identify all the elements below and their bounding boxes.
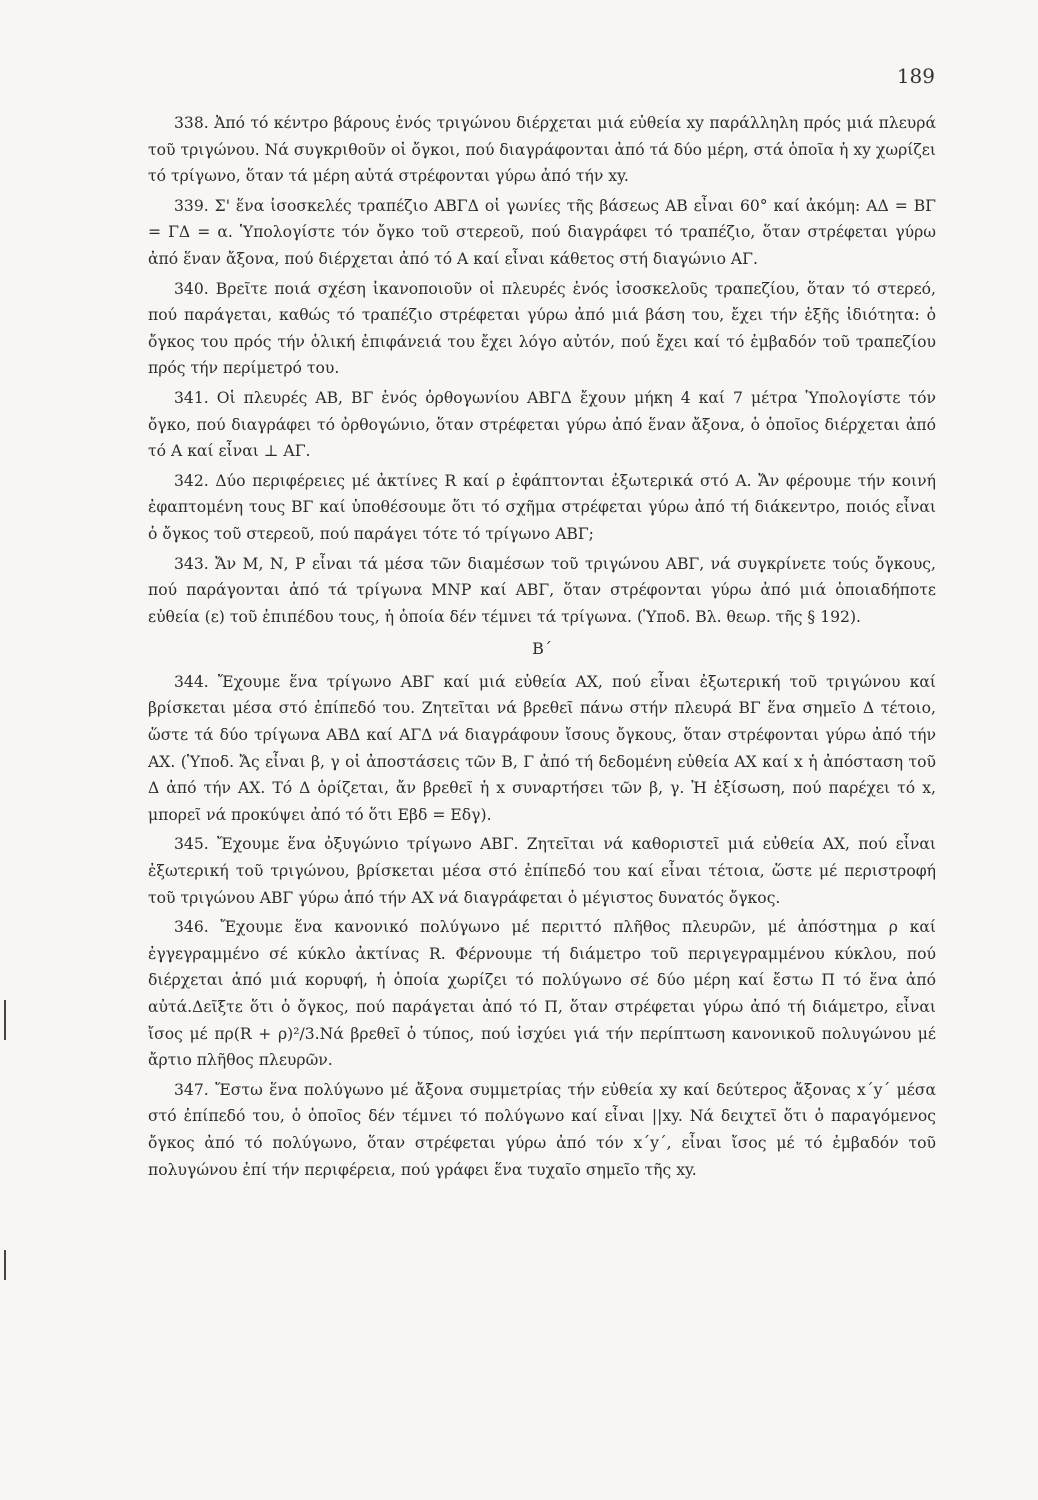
problem-342: 342. Δύο περιφέρειες μέ ἀκτίνες R καί ρ ἐφάπτονται ἐξωτερικά στό Α. Ἄν φέρουμε τήν κοινή ἐφαπτομένη τους ΒΓ καί ὑποθέσουμε ὅτι τό σχῆμα στρέφεται γύρω ἀπό τή διάκεντρο, ποιός εἶναι ὁ ὄγκος τοῦ στερεοῦ, πού παράγει τότε τό τρίγωνο ΑΒΓ; — [148, 471, 936, 543]
problem-344: 344. Ἔχουμε ἕνα τρίγωνο ΑΒΓ καί μιά εὐθεία ΑΧ, πού εἶναι ἐξωτερική τοῦ τριγώνου καί βρίσκεται μέσα στό ἐπίπεδό του. Ζητεῖται νά βρεθεῖ πάνω στήν πλευρά ΒΓ ἕνα σημεῖο Δ τέτοιο, ὥστε τά δύο τρίγωνα ΑΒΔ καί ΑΓΔ νά διαγράφουν ἴσους ὄγκους, ὅταν στρέφονται γύρω ἀπό τήν ΑΧ. (Ὑποδ. Ἄς εἶναι β, γ οἱ ἀποστάσεις τῶν Β, Γ ἀπό τή δεδομένη εὐθεία ΑΧ καί x ἡ ἀπόσταση τοῦ Δ ἀπό τήν ΑΧ. Τό Δ ὁρίζεται, ἄν βρεθεῖ ἡ x συναρτήσει τῶν β, γ. Ἡ ἐξίσωση, πού παρέχει τό x, μπορεῖ νά προκύψει ἀπό τό ὅτι Εβδ = Εδγ). — [148, 672, 936, 824]
problem-341: 341. Οἱ πλευρές ΑΒ, ΒΓ ἑνός ὀρθογωνίου ΑΒΓΔ ἔχουν μήκη 4 καί 7 μέτρα Ὑπολογίστε τόν ὄγκο, πού διαγράφει τό ὀρθογώνιο, ὅταν στρέφεται γύρω ἀπό ἕναν ἄξονα, ὁ ὁποῖος διέρχεται ἀπό τό Α καί εἶναι ⊥ ΑΓ. — [148, 388, 936, 461]
scan-edge-mark — [4, 1000, 6, 1040]
problem-338: 338. Ἀπό τό κέντρο βάρους ἑνός τριγώνου διέρχεται μιά εὐθεία xy παράλληλη πρός μιά πλευρά τοῦ τριγώνου. Νά συγκριθοῦν οἱ ὄγκοι, πού διαγράφονται ἀπό τά δύο μέρη, στά ὁποῖα ἡ xy χωρίζει τό τρίγωνο, ὅταν τά μέρη αὐτά στρέφονται γύρω ἀπό τήν xy. — [148, 114, 936, 186]
problem-346: 346. Ἔχουμε ἕνα κανονικό πολύγωνο μέ περιττό πλῆθος πλευρῶν, μέ ἀπόστημα ρ καί ἐγγεγραμμένο σέ κύκλο ἀκτίνας R. Φέρνουμε τή διάμετρο τοῦ περιγεγραμμένου κύκλου, πού διέρχεται ἀπό μιά κορυφή, ἡ ὁποία χωρίζει τό πολύγωνο σέ δύο μέρη καί ἔστω Π τό ἕνα ἀπό αὐτά.Δεῖξτε ὅτι ὁ ὄγκος, πού παράγεται ἀπό τό Π, ὅταν στρέφεται γύρω ἀπό τή διάμετρο, εἶναι ἴσος μέ πρ(R + ρ)²/3.Νά βρεθεῖ ὁ τύπος, πού ἰσχύει γιά τήν περίπτωση κανονικοῦ πολυγώνου μέ ἄρτιο πλῆθος πλευρῶν. — [148, 918, 936, 1070]
page-number: 189 — [896, 64, 935, 88]
problem-345: 345. Ἔχουμε ἕνα ὀξυγώνιο τρίγωνο ΑΒΓ. Ζητεῖται νά καθοριστεῖ μιά εὐθεία ΑΧ, πού εἶναι ἐξωτερική τοῦ τριγώνου, βρίσκεται μέσα στό ἐπίπεδό του καί εἶναι τέτοια, ὥστε μέ περιστροφή τοῦ τριγώνου ΑΒΓ γύρω ἀπό τήν ΑΧ νά διαγράφεται ὁ μέγιστος δυνατός ὄγκος. — [148, 835, 936, 907]
scan-edge-mark — [4, 1250, 6, 1280]
section-heading-b: Β΄ — [532, 639, 552, 659]
problem-340: 340. Βρεῖτε ποιά σχέση ἱκανοποιοῦν οἱ πλευρές ἑνός ἰσοσκελοῦς τραπεζίου, ὅταν τό στερεό, πού παράγεται, καθώς τό τραπέζιο στρέφεται γύρω ἀπό μιά βάση του, ἔχει τήν ἑξῆς ἰδιότητα: ὁ ὄγκος του πρός τήν ὁλική ἐπιφάνειά του ἔχει λόγο αὐτόν, πού ἔχει καί τό ἐμβαδόν τοῦ τραπεζίου πρός τήν περίμετρό του. — [148, 279, 936, 378]
problem-343: 343. Ἄν Μ, Ν, Ρ εἶναι τά μέσα τῶν διαμέσων τοῦ τριγώνου ΑΒΓ, νά συγκρίνετε τούς ὄγκους, πού παράγονται ἀπό τά τρίγωνα ΜΝΡ καί ΑΒΓ, ὅταν στρέφονται γύρω ἀπό μιά ὁποιαδήποτε εὐθεία (ε) τοῦ ἐπιπέδου τους, ἡ ὁποία δέν τέμνει τά τρίγωνα. (Ὑποδ. Βλ. θεωρ. τῆς § 192). — [148, 554, 936, 626]
page-body — [148, 110, 936, 1186]
problem-347: 347. Ἔστω ἕνα πολύγωνο μέ ἄξονα συμμετρίας τήν εὐθεία xy καί δεύτερος ἄξονας x΄y΄ μέσα στό ἐπίπεδό του, ὁ ὁποῖος δέν τέμνει τό πολύγωνο καί εἶναι ||xy. Νά δειχτεῖ ὅτι ὁ παραγόμενος ὄγκος ἀπό τό πολύγωνο, ὅταν στρέφεται γύρω ἀπό τόν x΄y΄, εἶναι ἴσος μέ τό ἐμβαδόν τοῦ πολυγώνου ἐπί τήν περιφέρεια, πού γράφει ἕνα τυχαῖο σημεῖο τῆς xy. — [148, 1080, 936, 1179]
problem-339: 339. Σ' ἕνα ἰσοσκελές τραπέζιο ΑΒΓΔ οἱ γωνίες τῆς βάσεως ΑΒ εἶναι 60° καί ἀκόμη: ΑΔ = ΒΓ = ΓΔ = α. Ὑπολογίστε τόν ὄγκο τοῦ στερεοῦ, πού διαγράφει τό τραπέζιο, ὅταν στρέφεται γύρω ἀπό ἕναν ἄξονα, πού διέρχεται ἀπό τό Α καί εἶναι κάθετος στή διαγώνιο ΑΓ. — [148, 196, 936, 268]
